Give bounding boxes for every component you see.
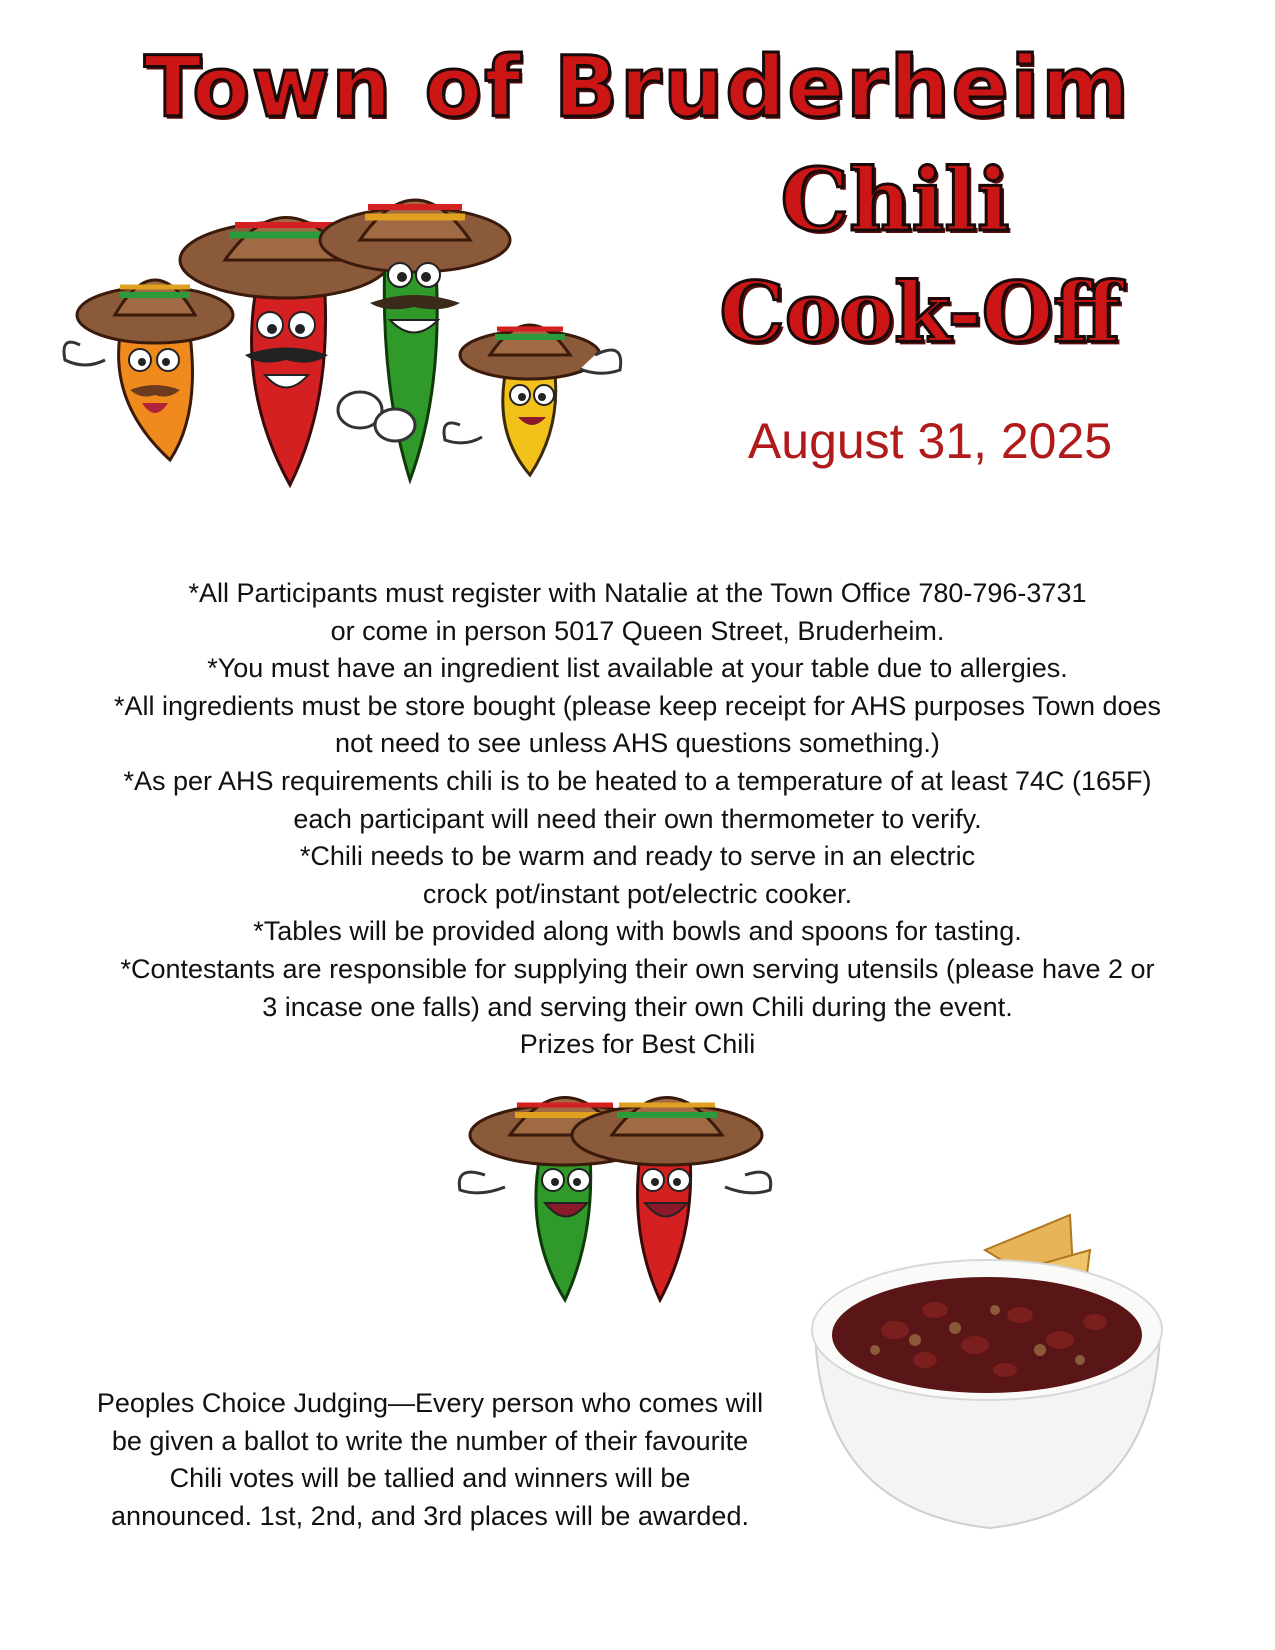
rules-list bbox=[40, 575, 1235, 1064]
rules-line: *Chili needs to be warm and ready to serve in an electric bbox=[299, 841, 976, 872]
rules-line: *All ingredients must be store bought (please keep receipt for AHS purposes Town does bbox=[113, 690, 1162, 721]
page-title: Town of Bruderheim bbox=[144, 38, 1131, 136]
rules-line: or come in person 5017 Queen Street, Bruderheim. bbox=[330, 615, 945, 646]
judging-line: announced. 1st, 2nd, and 3rd places will be awarded. bbox=[111, 1500, 749, 1531]
rules-line: 3 incase one falls) and serving their own Chili during the event. bbox=[262, 991, 1013, 1022]
cookoff-heading: Cook-Off bbox=[719, 265, 1121, 361]
rules-line: *As per AHS requirements chili is to be heated to a temperature of at least 74C (165F) bbox=[123, 765, 1152, 796]
yellow-pepper bbox=[444, 325, 621, 475]
chili-heading: Chili bbox=[780, 150, 1010, 251]
rules-line: crock pot/instant pot/electric cooker. bbox=[422, 878, 853, 909]
rules-line: *All Participants must register with Natalie at the Town Office 780-796-3731 bbox=[188, 578, 1087, 608]
event-date: August 31, 2025 bbox=[747, 413, 1113, 469]
rules-line: each participant will need their own thermometer to verify. bbox=[293, 803, 982, 834]
rules-line: *Tables will be provided along with bowls and spoons for tasting. bbox=[253, 916, 1022, 947]
orange-pepper bbox=[64, 280, 233, 460]
rules-line: *Contestants are responsible for supplying their own serving utensils (please have 2 or bbox=[120, 953, 1155, 984]
chili-bowl-image bbox=[805, 1210, 1180, 1535]
rules-line: not need to see unless AHS questions something.) bbox=[335, 728, 940, 759]
prizes-line: Prizes for Best Chili bbox=[519, 1029, 756, 1060]
pepper-pair-illustration bbox=[445, 1075, 785, 1305]
peoples-choice-section bbox=[50, 1385, 810, 1535]
sombrero-peppers-illustration bbox=[50, 155, 640, 495]
judging-line: be given a ballot to write the number of their favourite bbox=[111, 1425, 749, 1456]
judging-line: Chili votes will be tallied and winners will be bbox=[169, 1463, 691, 1494]
red-pepper bbox=[572, 1098, 771, 1301]
judging-line: Peoples Choice Judging—Every person who comes will bbox=[96, 1388, 764, 1418]
rules-line: *You must have an ingredient list available at your table due to allergies. bbox=[207, 653, 1068, 684]
